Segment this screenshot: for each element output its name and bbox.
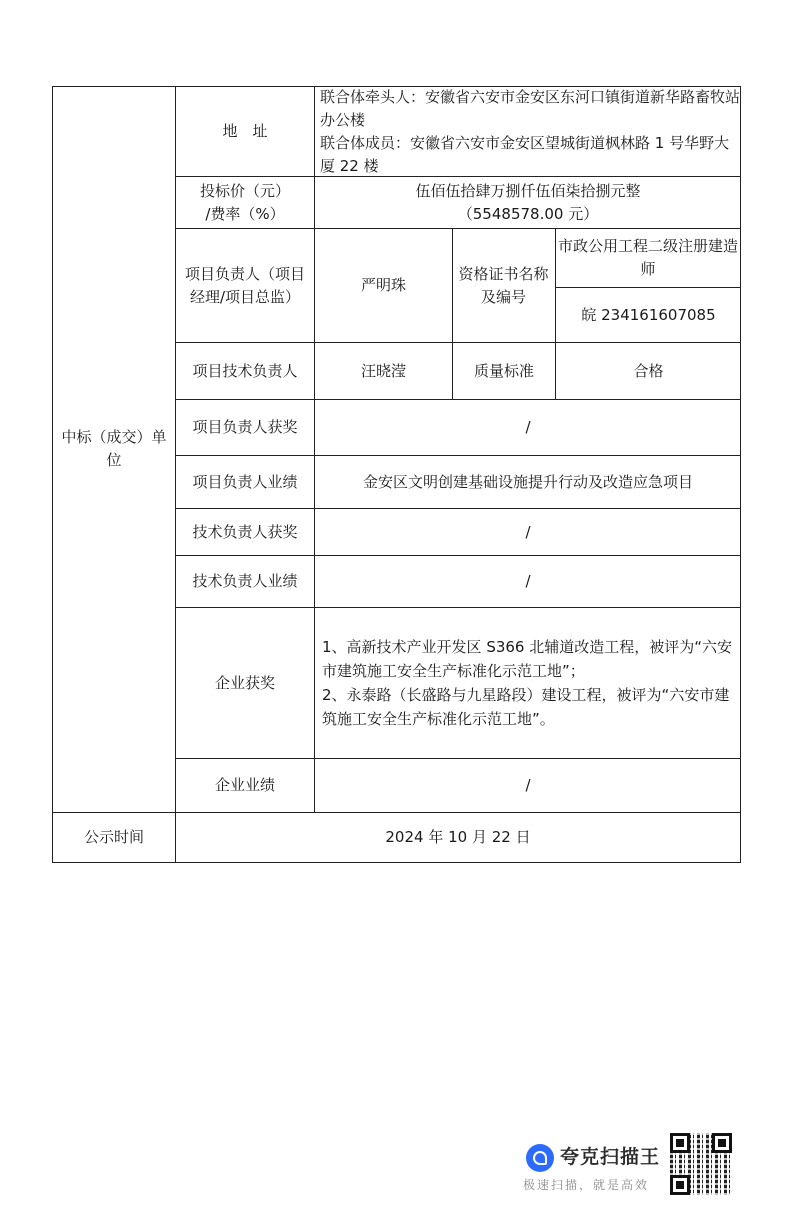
- bid-price-label: 投标价（元） /费率（%）: [199, 181, 290, 223]
- watermark-slogan: 极速扫描，就是高效: [523, 1178, 650, 1192]
- tech-lead-value: 汪晓滢: [360, 361, 406, 380]
- publish-time-value: 2024 年 10 月 22 日: [385, 828, 531, 846]
- company-awards-value: 1、高新技术产业开发区 S366 北辅道改造工程，被评为“六安市建筑施工安全生产标准化示范工地”； 2、永泰路（长盛路与九星路段）建设工程，被评为“六安市建筑施工安全生产标准化示范工地”。: [322, 638, 733, 728]
- company-performance-value: /: [525, 776, 531, 794]
- bid-price-value: 伍佰伍拾肆万捌仟伍佰柒拾捌元整 （5548578.00 元）: [415, 181, 641, 223]
- watermark-brand: 夸克扫描王: [560, 1146, 661, 1168]
- quality-label: 质量标准: [473, 361, 534, 380]
- tech-performance-label: 技术负责人业绩: [192, 572, 298, 590]
- winner-label: 中标（成交）单位: [61, 428, 167, 469]
- tech-performance-value: /: [525, 572, 531, 590]
- tech-awards-value: /: [525, 522, 531, 541]
- pm-awards-label: 项目负责人获奖: [192, 418, 298, 436]
- quark-logo-icon: [526, 1144, 554, 1172]
- scanner-watermark: [520, 1128, 670, 1198]
- company-awards-label: 企业获奖: [214, 673, 275, 692]
- pm-label: 项目负责人（项目经理/项目总监）: [184, 264, 305, 306]
- qr-code-icon: [670, 1133, 732, 1195]
- tech-lead-label: 项目技术负责人: [192, 361, 298, 380]
- cert-number: 皖 234161607085: [581, 305, 716, 324]
- quality-value: 合格: [633, 361, 664, 380]
- address-label: 地 址: [222, 122, 268, 140]
- company-performance-label: 企业业绩: [214, 776, 275, 794]
- address-value: 联合体牵头人：安徽省六安市金安区东河口镇街道新华路畜牧站办公楼 联合体成员：安徽省六安市金安区望城街道枫林路 1 号华野大厦 22 楼: [320, 87, 741, 175]
- publish-time-label: 公示时间: [83, 828, 144, 846]
- cert-label: 资格证书名称及编号: [458, 264, 549, 306]
- tech-awards-label: 技术负责人获奖: [192, 522, 298, 541]
- pm-performance-value: 金安区文明创建基础设施提升行动及改造应急项目: [362, 472, 693, 491]
- cert-name: 市政公用工程二级注册建造师: [558, 237, 739, 278]
- pm-awards-value: /: [525, 418, 531, 436]
- pm-value: 严明珠: [360, 276, 406, 294]
- pm-performance-label: 项目负责人业绩: [192, 472, 298, 491]
